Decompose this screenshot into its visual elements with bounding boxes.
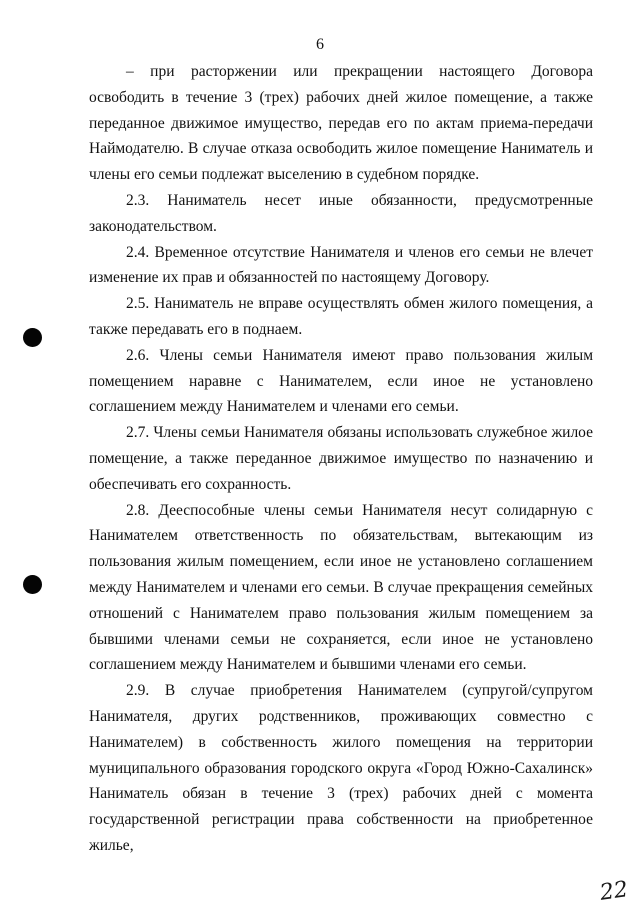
handwritten-page-mark: 22 xyxy=(598,877,630,906)
page-number: 6 xyxy=(316,36,324,53)
document-body xyxy=(89,59,593,859)
paragraph-clause-2-4: 2.4. Временное отсутствие Нанимателя и членов его семьи не влечет изменение их прав и обязанностей по настоящему Договору. xyxy=(89,243,593,287)
paragraph-clause-2-7: 2.7. Члены семьи Нанимателя обязаны использовать служебное жилое помещение, а также переданное движимое имущество по назначению и обеспечивать его сохранность. xyxy=(89,424,593,493)
punch-hole-mark xyxy=(23,328,42,347)
paragraph-clause-2-3: 2.3. Наниматель несет иные обязанности, предусмотренные законодательством. xyxy=(89,191,593,235)
punch-hole-mark xyxy=(23,575,42,594)
paragraph-clause-2-6: 2.6. Члены семьи Нанимателя имеют право пользования жилым помещением наравне с Нанимателем, если иное не установлено соглашением между Нанимателем и членами его семьи. xyxy=(89,346,593,416)
paragraph-exit-on-termination: – при расторжении или прекращении настоящего Договора освободить в течение 3 (трех) рабочих дней жилое помещение, а также переданное движимое имущество, передав его по актам приема-передачи Наймодателю. В случае отказа освободить жилое помещение Наниматель и члены его семьи подлежат выселению в судебном порядке. xyxy=(89,63,593,184)
paragraph-clause-2-5: 2.5. Наниматель не вправе осуществлять обмен жилого помещения, а также передавать его в поднаем. xyxy=(89,295,593,338)
paragraph-clause-2-9: 2.9. В случае приобретения Нанимателем (супругой/супругом Нанимателя, других родственников, проживающих совместно с Нанимателем) в собственность жилого помещения на территории муниципального образования городского округа «Город Южно-Сахалинск» Наниматель обязан в течение 3 (трех) рабочих дней с момента государственной регистрации права собственности на приобретенное жилье, xyxy=(89,682,593,854)
paragraph-clause-2-8: 2.8. Дееспособные члены семьи Нанимателя несут солидарную с Нанимателем ответственность по обязательствам, вытекающим из пользования жилым помещением, если иное не установлено соглашением между Нанимателем и членами его семьи. В случае прекращения семейных отношений с Нанимателем право пользования жилым помещением за бывшими членами семьи не сохраняется, если иное не установлено соглашением между Нанимателем и бывшими членами его семьи. xyxy=(89,501,593,674)
